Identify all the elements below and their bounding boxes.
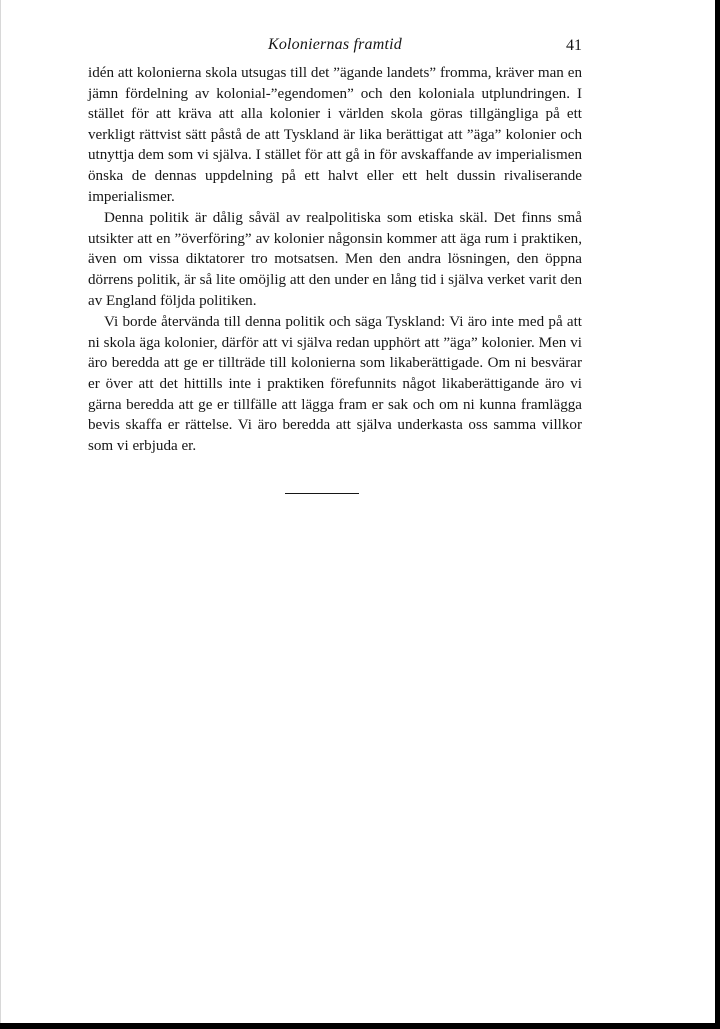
page-number: 41 <box>566 37 582 54</box>
paragraph-continued: idén att kolonierna skola utsugas till det ”ägande landets” fromma, kräver man en jämn fördelning av kolonial-”egendomen” och den koloniala utplundringen. I stället för att kräva att alla kolonier i världen skola göras tillgängliga på ett verkligt rättvist sätt påstå de att Tyskland är lika berättigat att ”äga” kolonier och utnyttja dem som vi själva. I stället för att gå in för avskaffande av imperialismen önska de dennas uppdelning på ett halvt eller ett helt dussin rivaliserande imperialismer. <box>88 65 582 205</box>
scan-border-right <box>715 0 720 1029</box>
scan-edge-left <box>0 0 1 1029</box>
scan-border-bottom <box>0 1023 720 1029</box>
paragraph-vi-borde: Vi borde återvända till denna politik och säga Tyskland: Vi äro inte med på att ni skola äga kolonier, därför att vi själva redan upphört att ”äga” kolonier. Men vi äro beredda att ge er tillträde till kolonierna som likaberättigade. Om ni besvärar er över att det hittills inte i praktiken förefunnits något likaberättigande äro vi gärna beredda att ge er tillfälle att lägga fram er sak och om ni kunna framlägga bevis skaffa er rättelse. Vi äro beredda att själva underkasta oss samma villkor som vi erbjuda er. <box>88 314 582 454</box>
section-divider-rule <box>285 493 359 494</box>
running-head <box>88 36 582 62</box>
paragraph-denna-politik: Denna politik är dålig såväl av realpolitiska som etiska skäl. Det finns små utsikter att en ”överföring” av kolonier någonsin kommer att äga rum i praktiken, även om vissa diktatorer tro motsatsen. Men den andra lösningen, den öppna dörrens politik, är så lite omöjlig att den under en lång tid i själva verket varit den av England följda politiken. <box>88 210 582 309</box>
running-title: Koloniernas framtid <box>267 36 403 53</box>
book-page <box>88 36 582 494</box>
